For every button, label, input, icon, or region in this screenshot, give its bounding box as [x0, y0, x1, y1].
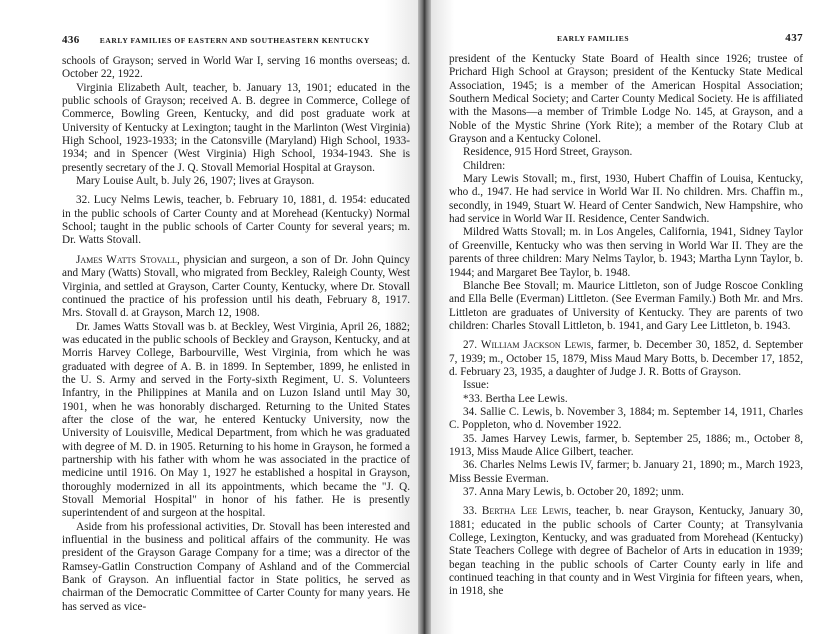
paragraph: schools of Grayson; served in World War I, serving 16 months overseas; d. October 22, 1922. — [62, 55, 410, 81]
left-page-body — [62, 55, 410, 614]
paragraph: Aside from his professional activities, Dr. Stovall has been interested and influential in the business and political affairs of the community. He was president of the Grayson Garage Company for a time; was a director of the Ramsey-Gatlin Construction Company of Ashland and of the Commercial Bank of Grayson. An influential factor in State politics, he served as chairman of the Democratic Committee of Carter County for many years. He has served as vice- — [62, 520, 410, 613]
book-gutter — [418, 0, 431, 634]
paragraph: Children: — [463, 159, 506, 172]
paragraph: 32. Lucy Nelms Lewis, teacher, b. February 10, 1881, d. 1954: educated in the public schools of Carter County and at Morehead (Kentucky) Normal School; taught in the public schools of Carter County for several years; m. Dr. Watts Stovall. — [62, 194, 410, 247]
running-title: EARLY FAMILIES — [557, 34, 630, 43]
entry-text: , farmer, b. December 30, 1852, d. September 7, 1939; m., October 15, 1879, Miss Maud Mary Botts, b. December 17, 1852, d. February 23, 1935, a daughter of Judge J. R. Botts of Grayson. — [449, 339, 804, 378]
entry-name: Bertha Lee Lewis — [481, 505, 569, 518]
paragraph: Issue: — [463, 379, 490, 392]
paragraph: Residence, 915 Hord Street, Grayson. — [463, 146, 633, 159]
paragraph: 35. James Harvey Lewis, farmer, b. September 25, 1886; m., October 8, 1913, Miss Maude Alice Gilbert, teacher. — [449, 432, 803, 458]
paragraph: Mildred Watts Stovall; m. in Los Angeles, California, 1941, Sidney Taylor of Greenville, Kentucky who was then serving in World War II. They are the parents of three children: Mary Nelms Taylor, b. 1943; Martha Lynn Taylor, b. 1944; and Margaret Bee Taylor, b. 1948. — [449, 226, 803, 279]
left-page-header — [62, 34, 410, 46]
entry-number: 27. — [463, 339, 477, 352]
right-page-header — [449, 32, 803, 44]
paragraph — [449, 339, 803, 379]
paragraph: Dr. James Watts Stovall was b. at Beckley, West Virginia, April 26, 1882; was educated in the public schools of Beckley and Grayson, Kentucky, and at Morris Harvey College, Barbourville, West Virginia, from which he was graduated with degree of A. B. in 1899. In September, 1899, he enlisted in the U. S. Army and served in the Forty-sixth Regiment, U. S. Volunteers Infantry, in the Philippines at Manila and on Luzon Island until May 30, 1901, when he was honorably discharged. Returning to the United States after the close of the war, he entered Kentucky University, now the University of Louisville, Medical Department, from which he was graduated with degree of M. D. in 1905. Returning to his home in Grayson, he formed a partnership with his father with whom he was associated in the practice of medicine until 1916. On May 1, 1927 he established a hospital in Grayson, thoroughly modernized in all its appointments, which became the "J. Q. Stovall Memorial Hospital" in honor of his father. He is presently superintendent of and surgeon at the hospital. — [62, 320, 410, 520]
paragraph: Mary Louise Ault, b. July 26, 1907; lives at Grayson. — [76, 175, 315, 188]
entry-text: , physician and surgeon, a son of Dr. John Quincy and Mary (Watts) Stovall, who migrated from Beckley, Raleigh County, West Virginia, and settled at Grayson, Carter County, Kentucky, where Dr. Stovall continued the practice of his profession until his death, February 8, 1917. Mrs. Stovall d. at Grayson, March 12, 1908. — [62, 253, 410, 320]
right-page — [431, 0, 823, 634]
paragraph: 37. Anna Mary Lewis, b. October 20, 1892; unm. — [463, 486, 684, 498]
paragraph: Virginia Elizabeth Ault, teacher, b. January 13, 1901; educated in the public schools of Grayson; received A. B. degree in Commerce, College of Commerce, Bowling Green, Kentucky, and did post graduate work at University of Kentucky at Lexington; taught in the Marlinton (West Virginia) High School, 1923-1933; in the Catonsville (Maryland) High School, 1933-1934; and in Spencer (West Virginia) High School, 1934-1943. She is presently secretary of the J. Q. Stovall Memorial Hospital at Grayson. — [62, 81, 410, 174]
paragraph — [62, 254, 410, 321]
paragraph: 34. Sallie C. Lewis, b. November 3, 1884; m. September 14, 1911, Charles C. Poppleton, who d. November 1922. — [449, 405, 803, 432]
paragraph — [449, 505, 803, 598]
entry-number: 33. — [463, 505, 477, 518]
entry-name: James Watts Stovall — [76, 253, 177, 266]
right-page-body — [449, 53, 803, 599]
paragraph: president of the Kentucky State Board of Health since 1926; trustee of Prichard High School at Grayson; president of the Kentucky State Medical Association, 1945; is a member of the American Hospital Association; Southern Medical Society; and Carter County Medical Society. He is affiliated with the Masons—a member of Trimble Lodge No. 145, at Grayson, and a Noble of the Mystic Shrine (York Rite); a member of the Rotary Club at Grayson and a Kentucky Colonel. — [449, 53, 803, 146]
paragraph: Blanche Bee Stovall; m. Maurice Littleton, son of Judge Roscoe Conkling and Ella Belle (Everman) Littleton. (See Everman Family.) Both Mr. and Mrs. Littleton are graduates of University of Kentucky. They are parents of two children: Charles Stovall Littleton, b. 1941, and Gary Lee Littleton, b. 1943. — [449, 279, 803, 332]
entry-name: William Jackson Lewis — [480, 339, 591, 352]
paragraph: *33. Bertha Lee Lewis. — [463, 392, 568, 405]
paragraph: 36. Charles Nelms Lewis IV, farmer; b. January 21, 1890; m., March 1923, Miss Bessie Everman. — [449, 459, 803, 485]
entry-text: , teacher, b. near Grayson, Kentucky, January 30, 1881; educated in the public schools of Carter County; at Transylvania College, Lexington, Kentucky, and was graduated from Morehead (Kentucky) State Teachers College with degree of Bachelor of Arts in education in 1939; began teaching in the public schools of Carter County early in life and continued teaching in that county and in West Virginia for fifteen years, when, in 1918, she — [449, 505, 804, 598]
page-number: 437 — [785, 32, 803, 44]
paragraph: Mary Lewis Stovall; m., first, 1930, Hubert Chaffin of Louisa, Kentucky, who d., 1947. He had service in World War II. No children. Mrs. Chaffin m., secondly, in 1949, Stuart W. Heard of Center Sandwich, New Hampshire, who had service in World War II. Residence, Center Sandwich. — [449, 173, 803, 226]
running-title: EARLY FAMILIES OF EASTERN AND SOUTHEASTERN KENTUCKY — [99, 36, 370, 45]
page-number: 436 — [62, 34, 80, 46]
